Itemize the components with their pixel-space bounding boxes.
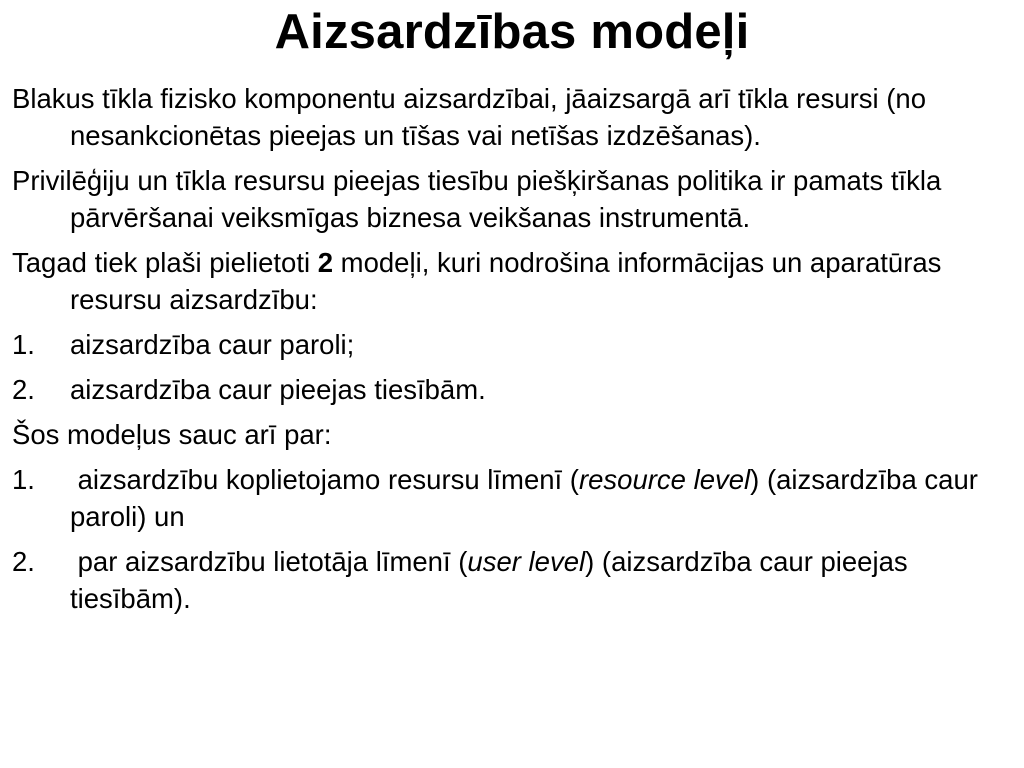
list-item-text-pre: par aizsardzību lietotāja līmenī ( (70, 546, 468, 577)
list-item-text-post: ) (aizsardzība caur paroli) un (70, 464, 978, 532)
models-count: 2 (317, 247, 334, 278)
term-user-level: user level (467, 546, 586, 577)
list-number: 2. (12, 546, 35, 577)
paragraph-policy: Privilēģiju un tīkla resursu pieejas tiesību piešķiršanas politika ir pamats tīkla pārvēršanai veiksmīgas biznesa veikšanas instrumentā. (12, 165, 942, 233)
paragraph-models-post: modeļi, kuri nodrošina informācijas un aparatūras resursu aizsardzību: (70, 247, 942, 315)
paragraph-also-called: Šos modeļus sauc arī par: (12, 419, 332, 450)
term-resource-level: resource level (578, 464, 751, 495)
list-number: 1. (12, 329, 35, 360)
list-item-text: aizsardzība caur paroli; (70, 329, 355, 360)
list-item-text-pre: aizsardzību koplietojamo resursu līmenī ( (70, 464, 579, 495)
list-item (12, 461, 1002, 535)
list-item-text: aizsardzība caur pieejas tiesībām. (70, 374, 486, 405)
list-item (12, 371, 1002, 408)
list-number: 2. (12, 374, 35, 405)
slide-title: Aizsardzības modeļi (274, 5, 750, 59)
paragraph-intro: Blakus tīkla fizisko komponentu aizsardzībai, jāaizsargā arī tīkla resursi (no nesankcionētas pieejas un tīšas vai netīšas izdzēšanas). (12, 83, 927, 151)
paragraph-models-pre: Tagad tiek plaši pielietoti (12, 247, 318, 278)
paragraph-models (12, 244, 1002, 318)
list-item (12, 326, 1002, 363)
list-number: 1. (12, 464, 35, 495)
slide-body (12, 80, 1002, 625)
list-item-text-post: ) (aizsardzība caur pieejas tiesībām). (70, 546, 908, 614)
list-item (12, 543, 1002, 617)
